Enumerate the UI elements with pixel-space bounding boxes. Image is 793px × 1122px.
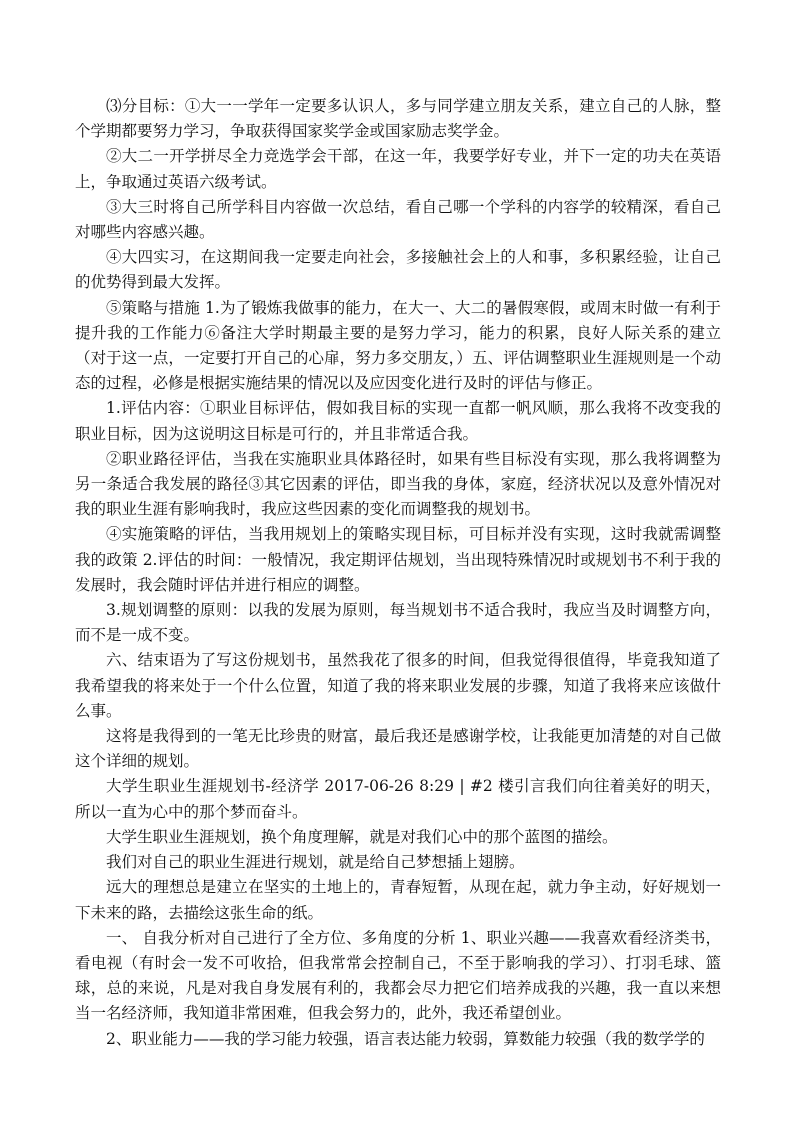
paragraph-second-post-intro: 大学生职业生涯规划书-经济学 2017-06-26 8:29 | #2 楼引言我们向往着美好的明天，所以一直为心中的那个梦而奋斗。: [75, 777, 721, 821]
document-body: [75, 94, 721, 1052]
paragraph-year2: ②大二一开学拼尽全力竞选学会干部，在这一年，我要学好专业，并下一定的功夫在英语上，争取通过英语六级考试。: [75, 147, 721, 191]
paragraph-year4: ④大四实习，在这期间我一定要走向社会，多接触社会上的人和事，多积累经验，让自己的优势得到最大发挥。: [75, 248, 721, 292]
paragraph-gratitude: 这将是我得到的一笔无比珍贵的财富，最后我还是感谢学校，让我能更加清楚的对自己做这个详细的规划。: [75, 727, 721, 771]
paragraph-year3: ③大三时将自己所学科目内容做一次总结，看自己哪一个学科的内容学的较精深，看自己对哪些内容感兴趣。: [75, 197, 721, 242]
paragraph-sub-goals-year1: ⑶分目标：①大一一学年一定要多认识人，多与同学建立朋友关系，建立自己的人脉，整个学期都要努力学习，争取获得国家奖学金或国家励志奖学金。: [75, 97, 721, 141]
paragraph-wings: 我们对自己的职业生涯进行规划，就是给自己梦想插上翅膀。: [106, 853, 525, 872]
paragraph-self-analysis: 一、 自我分析对自己进行了全方位、多角度的分析 1、职业兴趣——我喜欢看经济类书，看电视（有时会一发不可收拾，但我常常会控制自己，不至于影响我的学习）、打羽毛球、篮球，总的来说，凡是对我自身发展有利的，我都会尽力把它们培养成我的兴趣，我一直以来想当一名经济师，我知道非常困难，但我会努力的，此外，我还希望创业。: [75, 928, 721, 1023]
paragraph-adjustment-principle: 3.规划调整的原则：以我的发展为原则，每当规划书不适合我时，我应当及时调整方向，而不是一成不变。: [75, 601, 721, 645]
paragraph-strategy-evaluation: ④实施策略的评估，当我用规划上的策略实现目标，可目标并没有实现，这时我就需调整我的政策 2.评估的时间：一般情况，我定期评估规划，当出现特殊情况时或规划书不利于我的发展时，我会随时评估并进行相应的调整。: [75, 525, 721, 594]
paragraph-career-ability: 2、职业能力——我的学习能力较强，语言表达能力较弱，算数能力较强（我的数学学的: [106, 1029, 705, 1048]
paragraph-evaluation-content: 1.评估内容：①职业目标评估，假如我目标的实现一直都一帆风顺，那么我将不改变我的职业目标，因为这说明这目标是可行的，并且非常适合我。: [75, 399, 721, 443]
paragraph-blueprint: 大学生职业生涯规划，换个角度理解，就是对我们心中的那个蓝图的描绘。: [106, 827, 618, 846]
paragraph-conclusion: 六、结束语为了写这份规划书，虽然我花了很多的时间，但我觉得很值得，毕竟我知道了我希望我的将来处于一个什么位置，知道了我的将来职业发展的步骤，知道了我将来应该做什么事。: [75, 651, 721, 720]
paragraph-ideals: 远大的理想总是建立在坚实的土地上的，青春短暂，从现在起，就力争主动，好好规划一下未来的路，去描绘这张生命的纸。: [75, 878, 721, 922]
paragraph-strategies: ⑤策略与措施 1.为了锻炼我做事的能力，在大一、大二的暑假寒假，或周末时做一有利于提升我的工作能力⑥备注大学时期最主要的是努力学习，能力的积累，良好人际关系的建立（对于这一点，一定要打开自己的心扉，努力多交朋友，）五、评估调整职业生涯规则是一个动态的过程，必修是根据实施结果的情况以及应因变化进行及时的评估与修正。: [75, 298, 721, 393]
paragraph-path-evaluation: ②职业路径评估，当我在实施职业具体路径时，如果有些目标没有实现，那么我将调整为另一条适合我发展的路径③其它因素的评估，即当我的身体，家庭，经济状况以及意外情况对我的职业生涯有影响我时，我应这些因素的变化而调整我的规划书。: [75, 449, 721, 519]
